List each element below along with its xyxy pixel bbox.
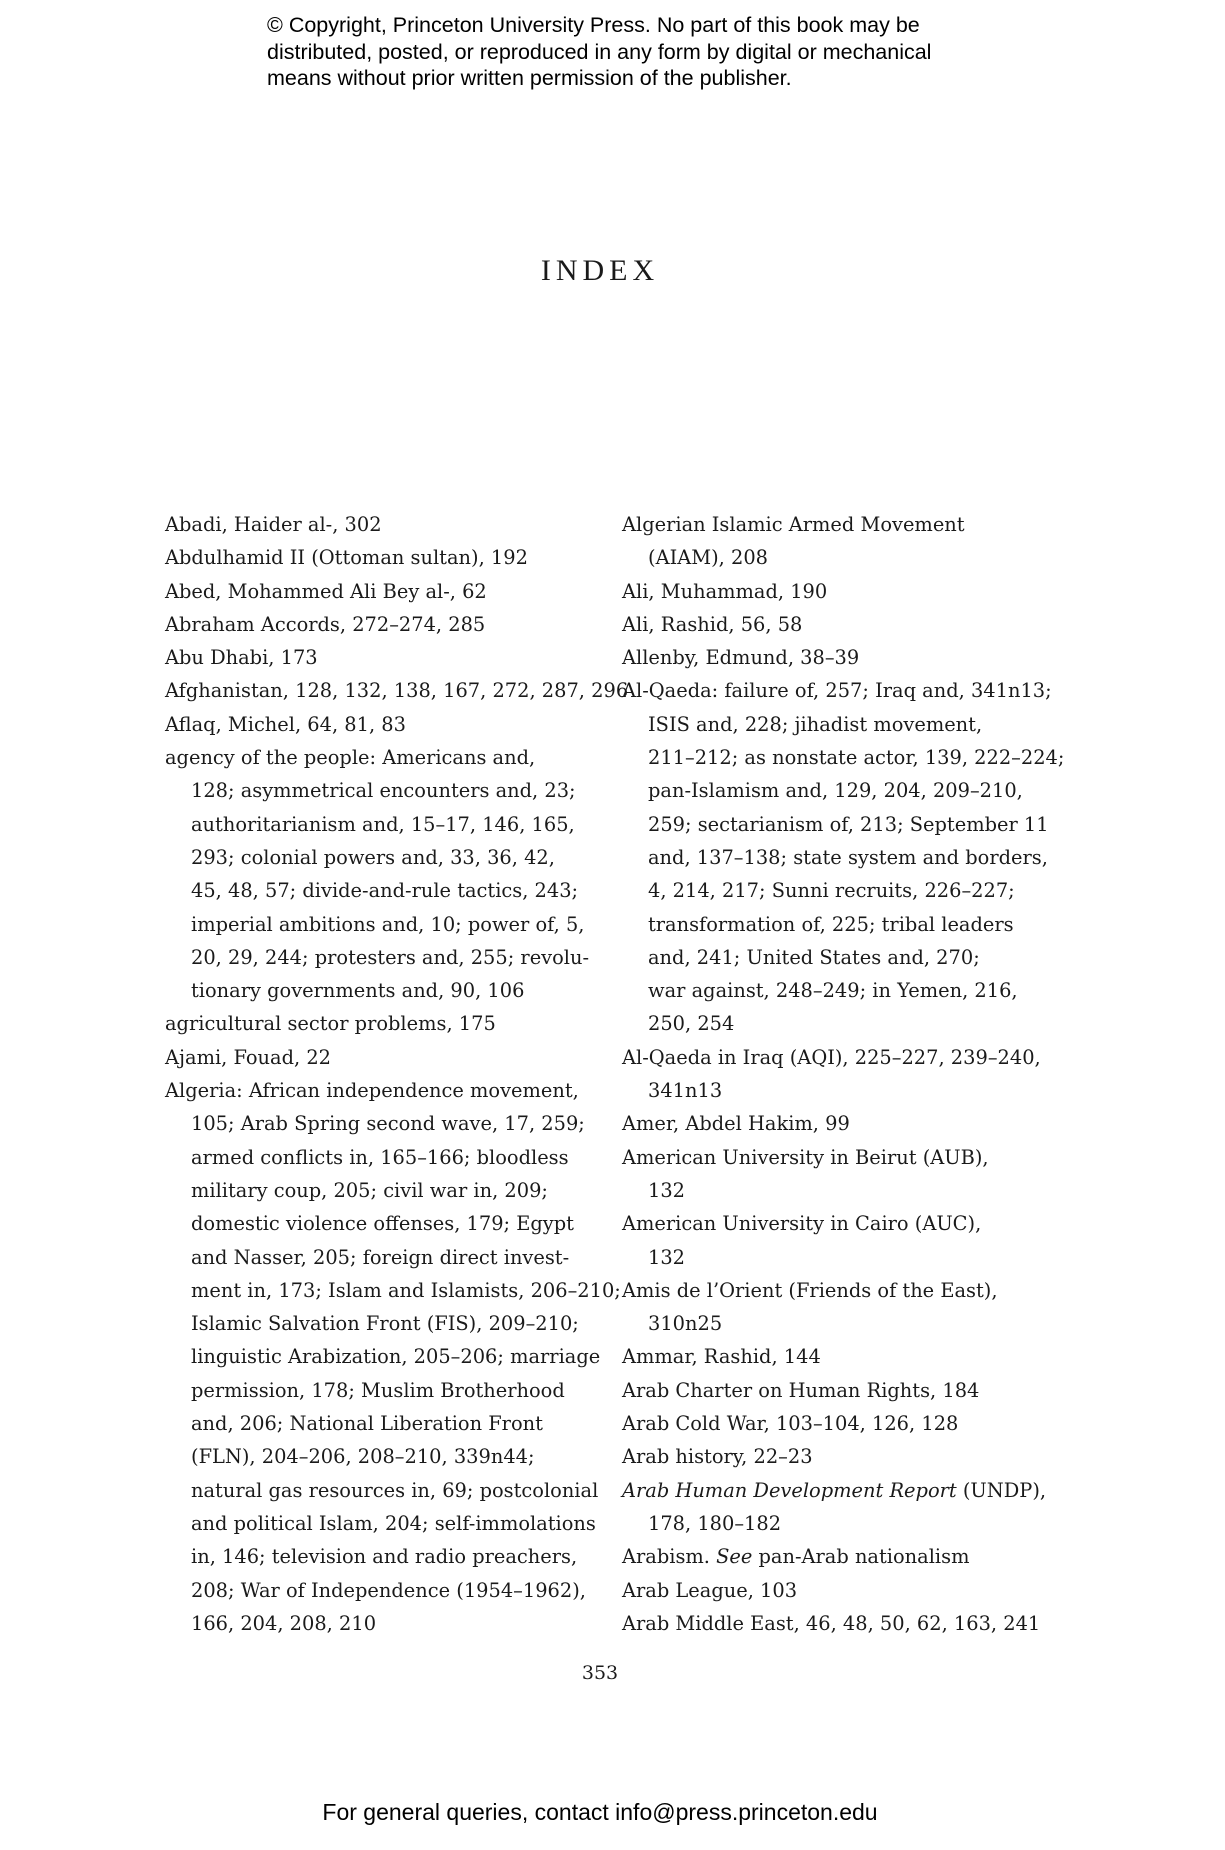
index-entry-continuation: permission, 178; Muslim Brotherhood: [191, 1378, 565, 1402]
index-entry-continuation: 211–212; as nonstate actor, 139, 222–224;: [648, 746, 1065, 770]
index-column-left: [165, 508, 629, 1640]
index-entry-continuation: (AIAM), 208: [648, 546, 768, 570]
index-entry-continuation: war against, 248–249; in Yemen, 216,: [648, 979, 1018, 1003]
index-entry: Abu Dhabi, 173: [165, 646, 318, 670]
copyright-line: © Copyright, Princeton University Press. No part of this book may be: [267, 13, 920, 37]
page-title: INDEX: [540, 254, 660, 287]
footer-contact: For general queries, contact info@press.princeton.edu: [322, 1799, 878, 1825]
index-entry-continuation: ment in, 173; Islam and Islamists, 206–210;: [191, 1278, 621, 1302]
index-entry: Al-Qaeda: failure of, 257; Iraq and, 341n13;: [622, 679, 1052, 703]
index-entry: agricultural sector problems, 175: [165, 1012, 496, 1036]
index-entry-continuation: (FLN), 204–206, 208–210, 339n44;: [191, 1445, 535, 1469]
index-entry-text: (UNDP),: [956, 1478, 1047, 1502]
copyright-line: means without prior written permission of the publisher.: [267, 66, 792, 90]
index-entry: Arab Cold War, 103–104, 126, 128: [622, 1412, 959, 1436]
index-entry: Allenby, Edmund, 38–39: [622, 646, 860, 670]
index-entry-continuation: 128; asymmetrical encounters and, 23;: [191, 779, 576, 803]
index-entry-continuation: and, 206; National Liberation Front: [191, 1412, 543, 1436]
index-entry: American University in Beirut (AUB),: [622, 1145, 989, 1169]
index-entry-continuation: transformation of, 225; tribal leaders: [648, 912, 1014, 936]
index-entry: [622, 1540, 1052, 1573]
index-entry: Ajami, Fouad, 22: [165, 1045, 332, 1069]
index-entry: Ali, Muhammad, 190: [622, 579, 828, 603]
index-entry-continuation: and, 137–138; state system and borders,: [648, 845, 1048, 869]
index-entry-continuation: 105; Arab Spring second wave, 17, 259;: [191, 1112, 585, 1136]
index-entry-text: pan-Arab nationalism: [752, 1545, 970, 1569]
index-entry-continuation: 132: [648, 1245, 686, 1269]
index-entry-continuation: 341n13: [648, 1079, 723, 1103]
index-entry-continuation: 178, 180–182: [648, 1511, 782, 1535]
index-entry-continuation: 45, 48, 57; divide-and-rule tactics, 243;: [191, 879, 579, 903]
index-entry: Arab history, 22–23: [622, 1445, 813, 1469]
index-entry-continuation: imperial ambitions and, 10; power of, 5,: [191, 912, 585, 936]
index-column-right: [622, 508, 1065, 1640]
page-number: 353: [581, 1662, 619, 1684]
index-entry-continuation: 166, 204, 208, 210: [191, 1611, 377, 1635]
index-entry-continuation: 208; War of Independence (1954–1962),: [191, 1578, 586, 1602]
index-entry-italic: See: [716, 1545, 753, 1569]
index-entry-continuation: authoritarianism and, 15–17, 146, 165,: [191, 812, 575, 836]
index-entry: Amis de l’Orient (Friends of the East),: [622, 1278, 998, 1302]
index-entry: Arab League, 103: [622, 1578, 798, 1602]
index-entry: Arab Middle East, 46, 48, 50, 62, 163, 241: [622, 1611, 1041, 1635]
index-entry: Algeria: African independence movement,: [165, 1079, 579, 1103]
index-entry: Abdulhamid II (Ottoman sultan), 192: [165, 546, 528, 570]
index-entry-continuation: and Nasser, 205; foreign direct invest-: [191, 1245, 570, 1269]
index-entry-continuation: pan-Islamism and, 129, 204, 209–210,: [648, 779, 1023, 803]
index-entry-continuation: 310n25: [648, 1312, 723, 1336]
index-entry: Al-Qaeda in Iraq (AQI), 225–227, 239–240,: [622, 1045, 1041, 1069]
index-entry-continuation: Islamic Salvation Front (FIS), 209–210;: [191, 1312, 579, 1336]
index-entry-continuation: linguistic Arabization, 205–206; marriage: [191, 1345, 601, 1369]
index-entry-text: Arabism.: [622, 1545, 717, 1569]
index-entry-continuation: 259; sectarianism of, 213; September 11: [648, 812, 1049, 836]
index-entry: Ammar, Rashid, 144: [622, 1345, 821, 1369]
index-entry: Aflaq, Michel, 64, 81, 83: [165, 712, 406, 736]
index-entry-continuation: domestic violence offenses, 179; Egypt: [191, 1212, 574, 1236]
index-entry-continuation: 250, 254: [648, 1012, 735, 1036]
copyright-line: distributed, posted, or reproduced in any form by digital or mechanical: [267, 39, 932, 64]
index-entry-continuation: ISIS and, 228; jihadist movement,: [648, 712, 983, 736]
index-entry-continuation: 132: [648, 1178, 686, 1202]
index-entry-continuation: in, 146; television and radio preachers,: [191, 1545, 578, 1569]
index-entry: agency of the people: Americans and,: [165, 746, 536, 770]
index-entry-continuation: armed conflicts in, 165–166; bloodless: [191, 1145, 569, 1169]
copyright-notice: [267, 12, 1027, 92]
index-entry-continuation: military coup, 205; civil war in, 209;: [191, 1178, 548, 1202]
index-entry: Ali, Rashid, 56, 58: [622, 612, 803, 636]
index-entry: American University in Cairo (AUC),: [622, 1212, 982, 1236]
index-entry-continuation: and, 241; United States and, 270;: [648, 945, 980, 969]
index-entry-italic: Arab Human Development Report: [622, 1478, 957, 1502]
index-entry-continuation: and political Islam, 204; self-immolations: [191, 1511, 596, 1535]
index-entry: Arab Charter on Human Rights, 184: [622, 1378, 980, 1402]
index-entry-continuation: 4, 214, 217; Sunni recruits, 226–227;: [648, 879, 1015, 903]
index-entry: Afghanistan, 128, 132, 138, 167, 272, 287, 296: [165, 679, 629, 703]
index-entry: [622, 1474, 1052, 1507]
index-entry: Amer, Abdel Hakim, 99: [622, 1112, 850, 1136]
index-entry: Abraham Accords, 272–274, 285: [165, 612, 486, 636]
index-entry-continuation: natural gas resources in, 69; postcolonial: [191, 1478, 599, 1502]
index-entry: Algerian Islamic Armed Movement: [622, 513, 965, 536]
index-entry: Abed, Mohammed Ali Bey al-, 62: [165, 579, 487, 603]
index-entry-continuation: 293; colonial powers and, 33, 36, 42,: [191, 845, 555, 869]
index-entry: Abadi, Haider al-, 302: [165, 513, 382, 536]
index-entry-continuation: 20, 29, 244; protesters and, 255; revolu-: [191, 945, 590, 969]
index-entry-continuation: tionary governments and, 90, 106: [191, 979, 525, 1003]
